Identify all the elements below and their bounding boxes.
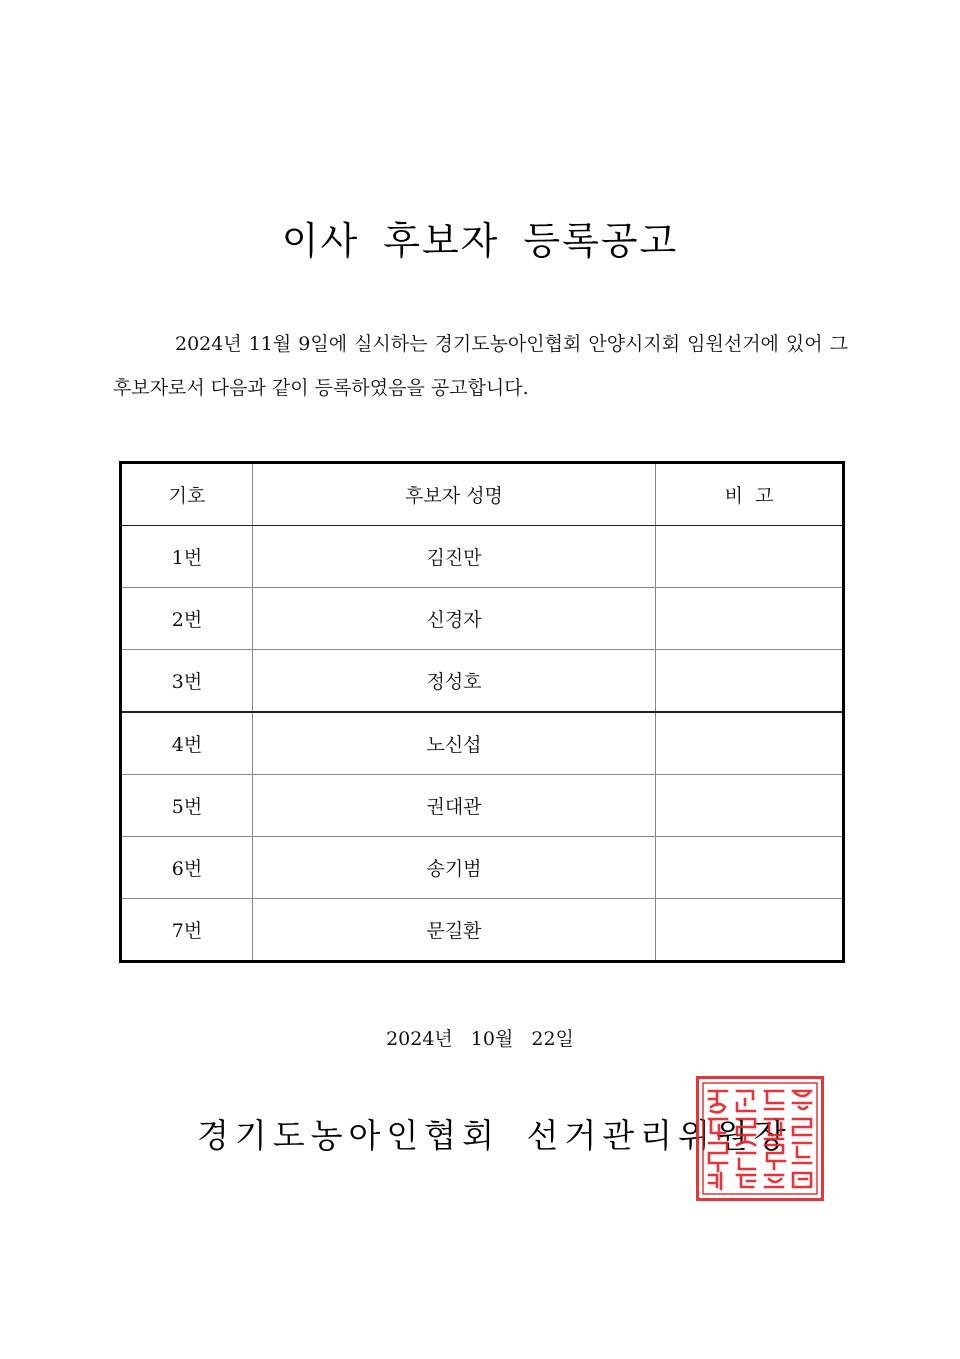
cell-note	[656, 712, 844, 775]
cell-name: 문길환	[253, 899, 656, 962]
candidate-table	[119, 461, 845, 963]
table-row	[121, 899, 844, 962]
official-seal-icon	[696, 1076, 824, 1201]
cell-name: 김진만	[253, 526, 656, 588]
cell-name: 정성호	[253, 650, 656, 713]
cell-number: 6번	[121, 837, 253, 899]
cell-number: 1번	[121, 526, 253, 588]
cell-note	[656, 526, 844, 588]
cell-number: 7번	[121, 899, 253, 962]
table-row	[121, 712, 844, 775]
cell-number: 2번	[121, 588, 253, 650]
table-row	[121, 588, 844, 650]
cell-name: 권대관	[253, 775, 656, 837]
seal-glyphs-icon	[699, 1079, 821, 1198]
cell-note	[656, 650, 844, 713]
cell-note	[656, 837, 844, 899]
announcement-text: 2024년 11월 9일에 실시하는 경기도농아인협회 안양시지회 임원선거에 있어 그 후보자로서 다음과 같이 등록하였음을 공고합니다.	[113, 333, 848, 399]
cell-number: 5번	[121, 775, 253, 837]
header-name: 후보자 성명	[253, 463, 656, 526]
cell-name: 송기범	[253, 837, 656, 899]
cell-note	[656, 588, 844, 650]
cell-note	[656, 899, 844, 962]
cell-name: 노신섭	[253, 712, 656, 775]
table-row	[121, 650, 844, 713]
announcement-paragraph	[113, 322, 848, 410]
cell-number: 4번	[121, 712, 253, 775]
header-number: 기호	[121, 463, 253, 526]
issuer-name: 경기도농아인협회 선거관리위원장	[197, 1116, 792, 1155]
cell-name: 신경자	[253, 588, 656, 650]
table-header-row	[121, 463, 844, 526]
table-row	[121, 837, 844, 899]
table-row	[121, 775, 844, 837]
header-note: 비 고	[656, 463, 844, 526]
cell-number: 3번	[121, 650, 253, 713]
document-title: 이사 후보자 등록공고	[281, 219, 679, 263]
cell-note	[656, 775, 844, 837]
table-row	[121, 526, 844, 588]
issue-date: 2024년 10월 22일	[386, 1028, 574, 1050]
